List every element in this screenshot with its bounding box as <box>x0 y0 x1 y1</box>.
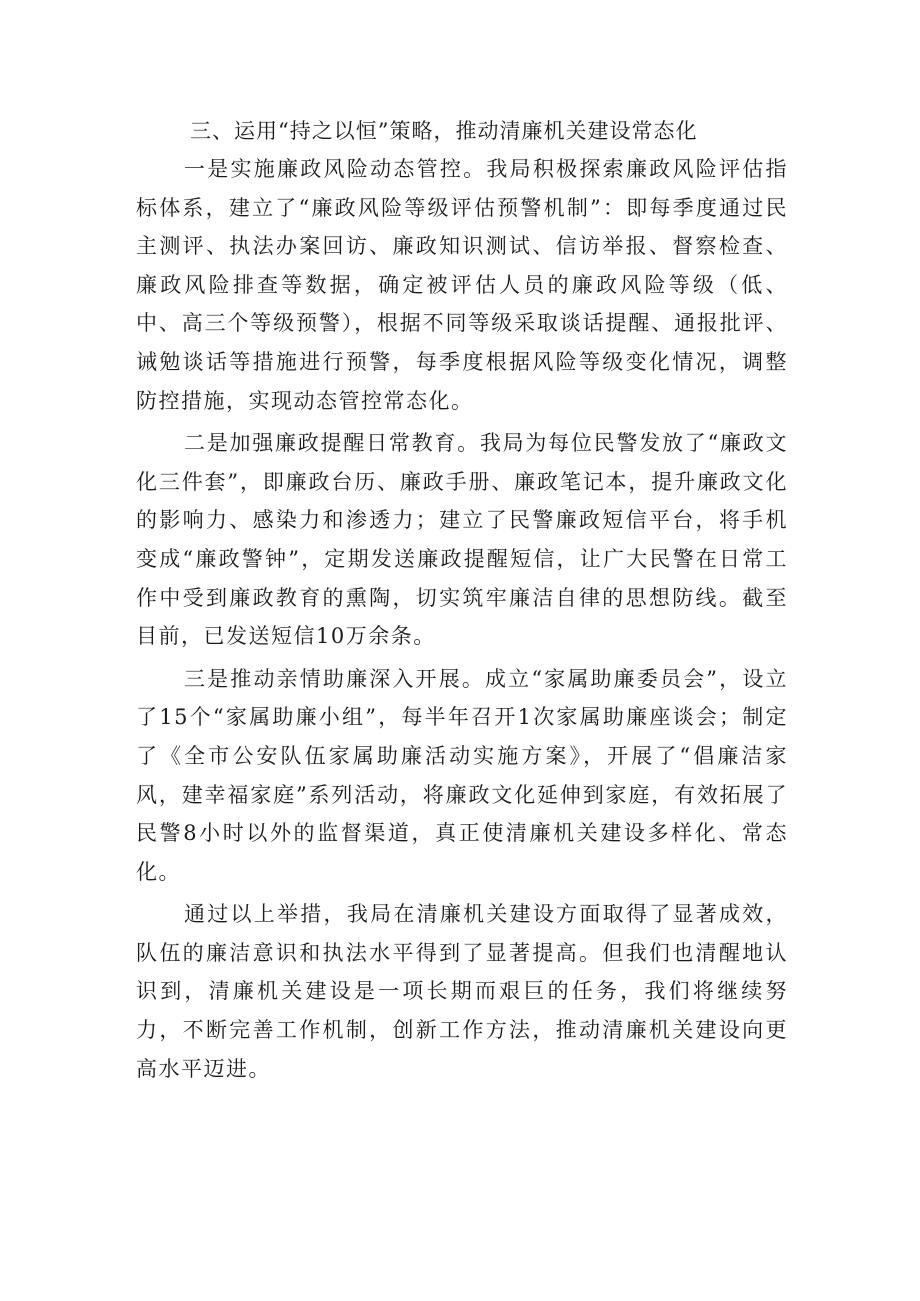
paragraph-conclusion: 通过以上举措，我局在清廉机关建设方面取得了显著成效，队伍的廉洁意识和执法水平得到了显著提高。但我们也清醒地认识到，清廉机关建设是一项长期而艰巨的任务，我们将继续努力，不断完善工作机制，创新工作方法，推动清廉机关建设向更高水平迈进。 <box>136 902 788 1081</box>
paragraph-daily-education: 二是加强廉政提醒日常教育。我局为每位民警发放了“廉政文化三件套”，即廉政台历、廉政手册、廉政笔记本，提升廉政文化的影响力、感染力和渗透力；建立了民警廉政短信平台，将手机变成“廉政警钟”，定期发送廉政提醒短信，让广大民警在日常工作中受到廉政教育的熏陶，切实筑牢廉洁自律的思想防线。截至目前，已发送短信10万余条。 <box>136 431 788 649</box>
paragraph-risk-control: 一是实施廉政风险动态管控。我局积极探索廉政风险评估指标体系，建立了“廉政风险等级评估预警机制”：即每季度通过民主测评、执法办案回访、廉政知识测试、信访举报、督察检查、廉政风险排查等数据，确定被评估人员的廉政风险等级（低、中、高三个等级预警），根据不同等级采取谈话提醒、通报批评、诫勉谈话等措施进行预警，每季度根据风险等级变化情况，调整防控措施，实现动态管控常态化。 <box>136 157 788 413</box>
paragraph-family-support: 三是推动亲情助廉深入开展。成立“家属助廉委员会”，设立了15个“家属助廉小组”，每半年召开1次家属助廉座谈会；制定了《全市公安队伍家属助廉活动实施方案》，开展了“倡廉洁家风，建幸福家庭”系列活动，将廉政文化延伸到家庭，有效拓展了民警8小时以外的监督渠道，真正使清廉机关建设多样化、常态化。 <box>136 666 788 884</box>
section-heading: 三、运用“持之以恒”策略，推动清廉机关建设常态化 <box>190 119 698 143</box>
document-page <box>136 112 788 1092</box>
